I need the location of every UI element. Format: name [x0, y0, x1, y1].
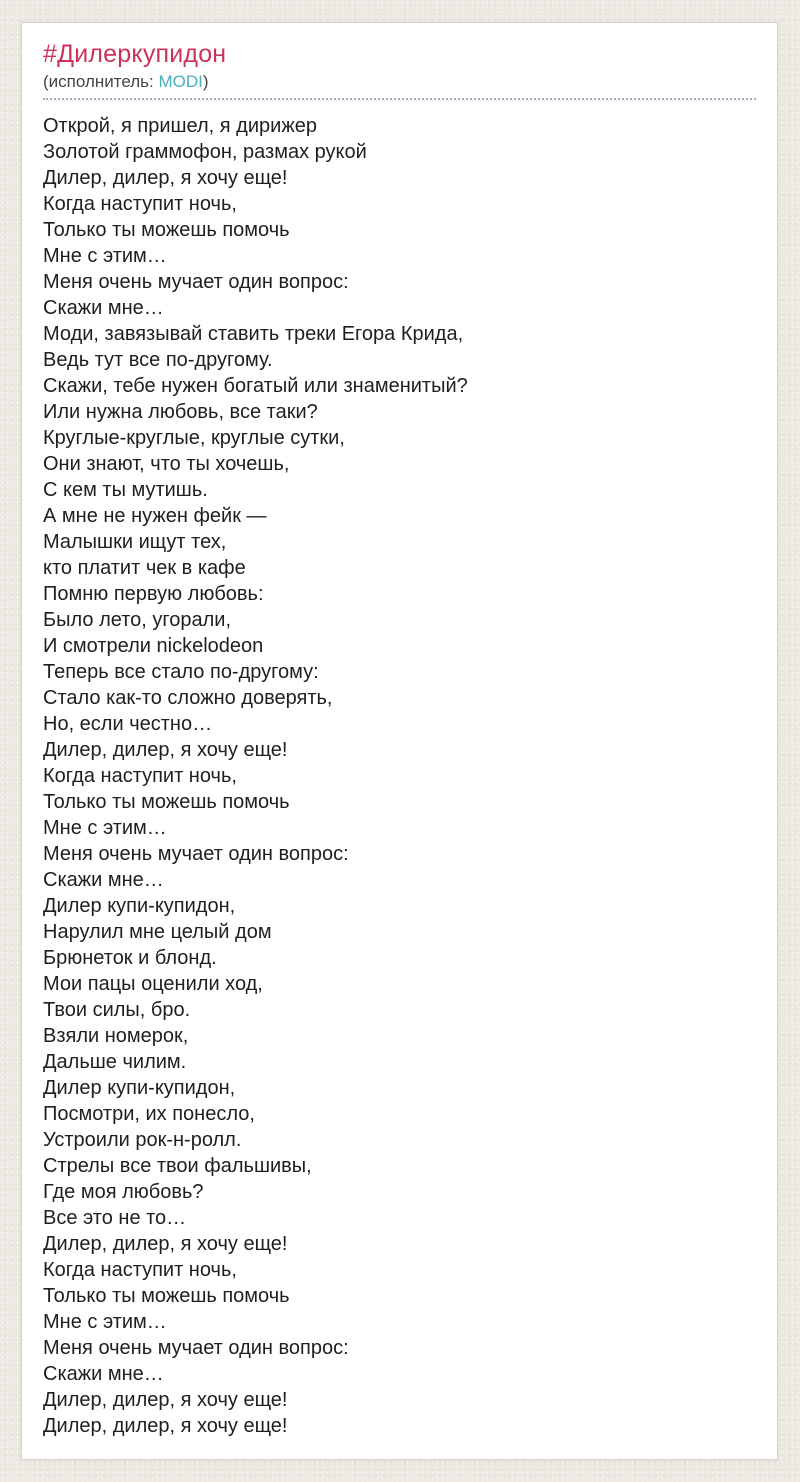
artist-line: [43, 72, 756, 92]
artist-link[interactable]: MODI: [158, 72, 203, 91]
lyric-line: Скажи, тебе нужен богатый или знаменитый?: [43, 375, 468, 397]
lyric-line: Устроили рок-н-ролл.: [43, 1129, 242, 1151]
lyric-line: Но, если честно…: [43, 713, 213, 735]
lyric-line: Когда наступит ночь,: [43, 193, 237, 215]
lyric-line: Мне с этим…: [43, 817, 167, 839]
lyric-line: Было лето, угорали,: [43, 609, 231, 631]
lyric-line: Моди, завязывай ставить треки Егора Крида,: [43, 323, 464, 345]
lyric-line: Помню первую любовь:: [43, 583, 264, 605]
lyric-line: Дилер купи-купидон,: [43, 1077, 236, 1099]
lyric-line: Дилер купи-купидон,: [43, 895, 236, 917]
lyric-line: Мои пацы оценили ход,: [43, 973, 263, 995]
lyric-line: Малышки ищут тех,: [43, 531, 227, 553]
lyrics-card: [21, 22, 778, 1460]
lyric-line: Меня очень мучает один вопрос:: [43, 843, 349, 865]
lyric-line: Дилер, дилер, я хочу еще!: [43, 1389, 288, 1411]
lyric-line: Только ты можешь помочь: [43, 1285, 290, 1307]
lyric-line: Скажи мне…: [43, 297, 164, 319]
lyric-line: Стрелы все твои фальшивы,: [43, 1155, 312, 1177]
lyric-line: Теперь все стало по-другому:: [43, 661, 319, 683]
lyric-line: Или нужна любовь, все таки?: [43, 401, 318, 423]
lyric-line: Стало как-то сложно доверять,: [43, 687, 333, 709]
lyric-line: Когда наступит ночь,: [43, 765, 237, 787]
lyric-line: Только ты можешь помочь: [43, 791, 290, 813]
lyric-line: Твои силы, бро.: [43, 999, 191, 1021]
lyric-line: Меня очень мучает один вопрос:: [43, 271, 349, 293]
lyric-line: Где моя любовь?: [43, 1181, 204, 1203]
page-title: #Дилеркупидон: [43, 40, 227, 68]
lyric-line: Брюнеток и блонд.: [43, 947, 217, 969]
lyric-line: С кем ты мутишь.: [43, 479, 208, 501]
lyric-line: Дальше чилим.: [43, 1051, 187, 1073]
lyric-line: Дилер, дилер, я хочу еще!: [43, 1233, 288, 1255]
lyric-line: Все это не то…: [43, 1207, 187, 1229]
artist-label-suffix: ): [202, 72, 209, 91]
lyric-line: кто платит чек в кафе: [43, 557, 246, 579]
lyric-line: Ведь тут все по-другому.: [43, 349, 273, 371]
lyric-line: А мне не нужен фейк —: [43, 505, 267, 527]
lyric-line: Посмотри, их понесло,: [43, 1103, 255, 1125]
lyric-line: Взяли номерок,: [43, 1025, 189, 1047]
lyric-line: И смотрели nickelodeon: [43, 635, 264, 657]
lyric-line: Скажи мне…: [43, 869, 164, 891]
lyric-line: Только ты можешь помочь: [43, 219, 290, 241]
artist-label-prefix: (исполнитель:: [43, 72, 159, 91]
lyric-line: Нарулил мне целый дом: [43, 921, 272, 943]
lyrics-block: [43, 113, 756, 1439]
lyric-line: Дилер, дилер, я хочу еще!: [43, 1415, 288, 1437]
lyric-line: Круглые-круглые, круглые сутки,: [43, 427, 345, 449]
lyric-line: Мне с этим…: [43, 245, 167, 267]
lyric-line: Скажи мне…: [43, 1363, 164, 1385]
lyric-line: Меня очень мучает один вопрос:: [43, 1337, 349, 1359]
lyric-line: Когда наступит ночь,: [43, 1259, 237, 1281]
lyric-line: Они знают, что ты хочешь,: [43, 453, 290, 475]
lyric-line: Дилер, дилер, я хочу еще!: [43, 739, 288, 761]
lyric-line: Дилер, дилер, я хочу еще!: [43, 167, 288, 189]
lyric-line: Золотой граммофон, размах рукой: [43, 141, 367, 163]
lyric-line: Мне с этим…: [43, 1311, 167, 1333]
lyric-line: Открой, я пришел, я дирижер: [43, 115, 317, 137]
dotted-divider: [43, 98, 756, 100]
